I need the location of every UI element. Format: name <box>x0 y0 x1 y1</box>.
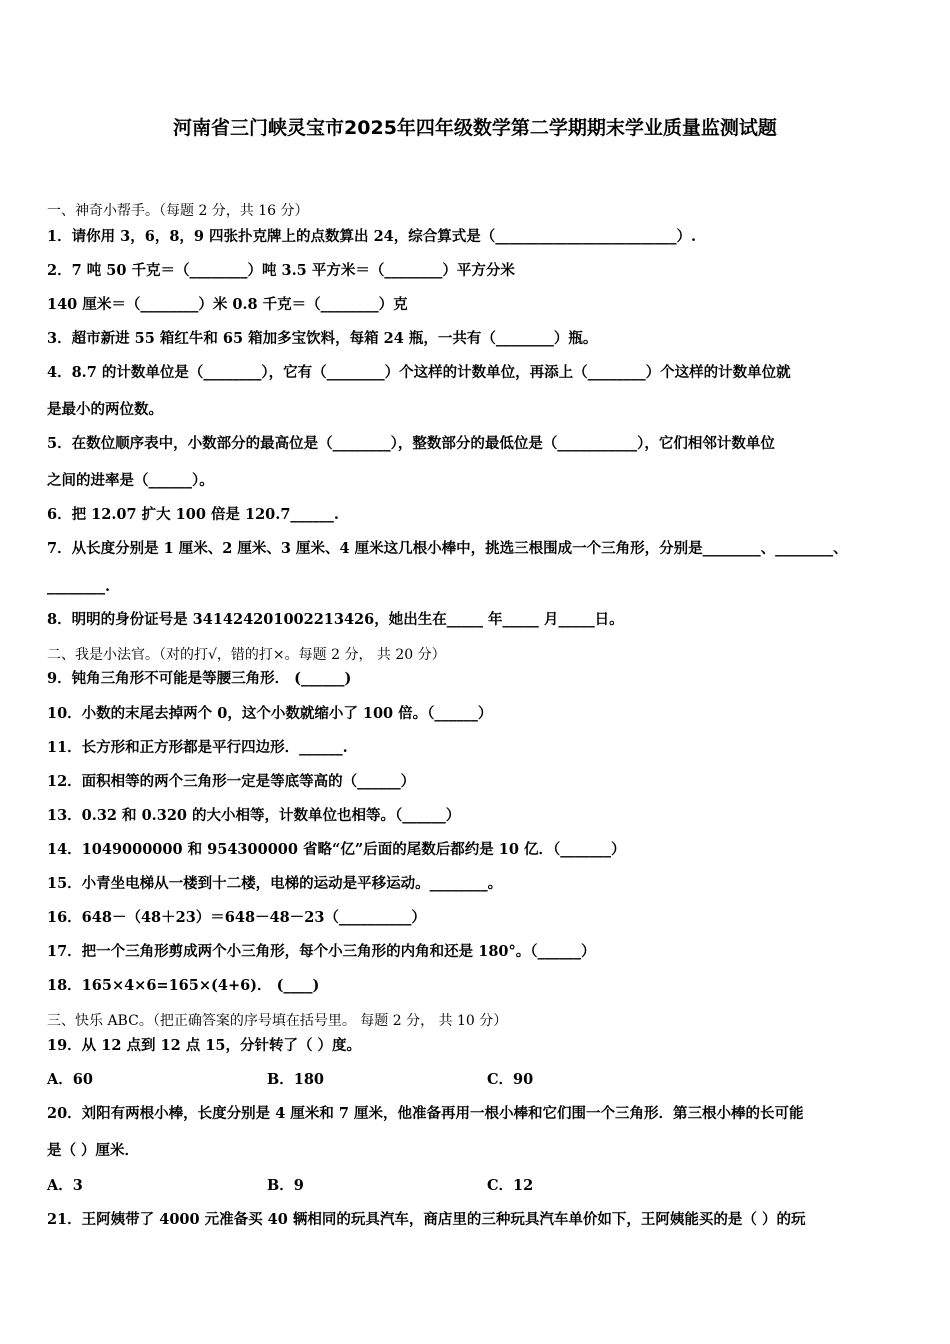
question-2-line-2: 140 厘米＝（________）米 0.8 千克＝（________）克 <box>47 296 408 313</box>
question-11: 11．长方形和正方形都是平行四边形．______. <box>47 739 348 756</box>
section-heading-2: 二、我是小法官。（对的打√，错的打×。每题 2 分， 共 20 分） <box>47 647 446 663</box>
question-19: 19．从 12 点到 12 点 15，分针转了（ ）度。 <box>47 1037 362 1054</box>
question-1: 1．请你用 3，6，8，9 四张扑克牌上的点数算出 24，综合算式是（_________________________）. <box>47 228 697 245</box>
question-6: 6．把 12.07 扩大 100 倍是 120.7______. <box>47 506 339 523</box>
question-3: 3．超市新进 55 箱红牛和 65 箱加多宝饮料，每箱 24 瓶，一共有（________）瓶。 <box>47 330 598 347</box>
section-heading-3: 三、快乐 ABC。（把正确答案的序号填在括号里。 每题 2 分， 共 10 分） <box>47 1013 508 1029</box>
question-5-line-2: 之间的进率是（______）。 <box>47 472 214 489</box>
question-20-option-c: C．12 <box>487 1177 534 1194</box>
page-title: 河南省三门峡灵宝市2025年四年级数学第二学期期末学业质量监测试题 <box>173 117 777 139</box>
question-5-line-1: 5．在数位顺序表中，小数部分的最高位是（________），整数部分的最低位是（___________），它们相邻计数单位 <box>47 435 775 452</box>
question-20-line-2: 是（ ）厘米． <box>47 1142 140 1159</box>
question-7-line-1: 7．从长度分别是 1 厘米、2 厘米、3 厘米、4 厘米这几根小棒中，挑选三根围成一个三角形，分别是________、________、 <box>47 540 848 557</box>
question-18: 18．165×4×6=165×(4+6)． (____) <box>47 977 320 994</box>
question-12: 12．面积相等的两个三角形一定是等底等高的（______） <box>47 773 416 790</box>
question-4-line-2: 是最小的两位数。 <box>47 401 163 418</box>
question-19-option-a: A．60 <box>47 1071 93 1088</box>
question-17: 17．把一个三角形剪成两个小三角形，每个小三角形的内角和还是 180°。（______） <box>47 943 596 960</box>
question-19-option-c: C．90 <box>487 1071 534 1088</box>
question-16: 16．648－（48＋23）＝648－48－23（__________） <box>47 909 426 926</box>
question-21: 21．王阿姨带了 4000 元准备买 40 辆相同的玩具汽车，商店里的三种玩具汽车单价如下，王阿姨能买的是（ ）的玩 <box>47 1211 806 1228</box>
question-20-line-1: 20．刘阳有两根小棒，长度分别是 4 厘米和 7 厘米，他准备再用一根小棒和它们围一个三角形．第三根小棒的长可能 <box>47 1105 804 1122</box>
question-15: 15．小青坐电梯从一楼到十二楼，电梯的运动是平移运动。________。 <box>47 875 503 892</box>
question-10: 10．小数的末尾去掉两个 0，这个小数就缩小了 100 倍。（______） <box>47 705 493 722</box>
question-9: 9．钝角三角形不可能是等腰三角形． (______) <box>47 670 352 687</box>
question-20-option-a: A．3 <box>47 1177 83 1194</box>
question-2-line-1: 2．7 吨 50 千克＝（________）吨 3.5 平方米＝（________）平方分米 <box>47 262 515 279</box>
section-heading-1: 一、神奇小帮手。（每题 2 分，共 16 分） <box>47 203 309 219</box>
question-8: 8．明明的身份证号是 341424201002213426，她出生在_____ 年_____ 月_____日。 <box>47 611 624 628</box>
question-20-option-b: B．9 <box>267 1177 304 1194</box>
question-19-option-b: B．180 <box>267 1071 325 1088</box>
question-13: 13．0.32 和 0.320 的大小相等，计数单位也相等。（______） <box>47 807 461 824</box>
question-4-line-1: 4．8.7 的计数单位是（________），它有（________）个这样的计数单位，再添上（________）个这样的计数单位就 <box>47 364 791 381</box>
question-7-line-2: ________. <box>47 578 111 595</box>
question-14: 14．1049000000 和 954300000 省略“亿”后面的尾数后都约是 10 亿．（_______） <box>47 841 626 858</box>
